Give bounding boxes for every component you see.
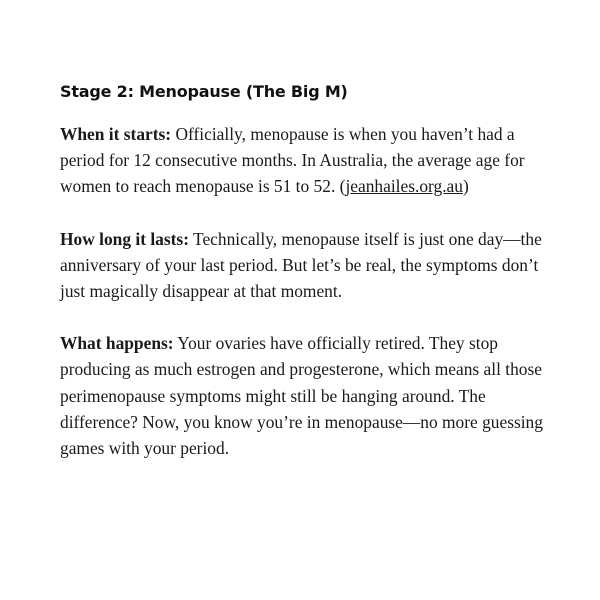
source-close-paren: ) (462, 176, 469, 197)
when-it-starts-text: Officially, menopause is when you haven’t had a period for 12 consecutive months. In Australia, the average age for women to reach menopause is 51 to 52. (60, 124, 525, 197)
paragraph-how-long-it-lasts (60, 226, 560, 305)
what-happens-label: What happens: (60, 333, 174, 354)
how-long-it-lasts-label: How long it lasts: (60, 228, 189, 249)
section-heading: Stage 2: Menopause (The Big M) (60, 82, 348, 101)
what-happens-text: Your ovaries have officially retired. They stop producing as much estrogen and progesterone, which means all those perimenopause symptoms might still be hanging around. The difference? Now, you know you’re in menopause—no more guessing games with your period. (60, 333, 543, 459)
paragraph-when-it-starts (60, 121, 560, 200)
how-long-it-lasts-text: Technically, menopause itself is just one day—the anniversary of your last period. But let’s be real, the symptoms don’t just magically disappear at that moment. (60, 228, 542, 302)
when-it-starts-label: When it starts: (60, 124, 172, 144)
source-open-paren: ( (339, 176, 346, 197)
source-link[interactable]: jeanhailes.org.au (345, 176, 463, 197)
article-body (60, 121, 560, 487)
paragraph-what-happens (60, 330, 560, 461)
